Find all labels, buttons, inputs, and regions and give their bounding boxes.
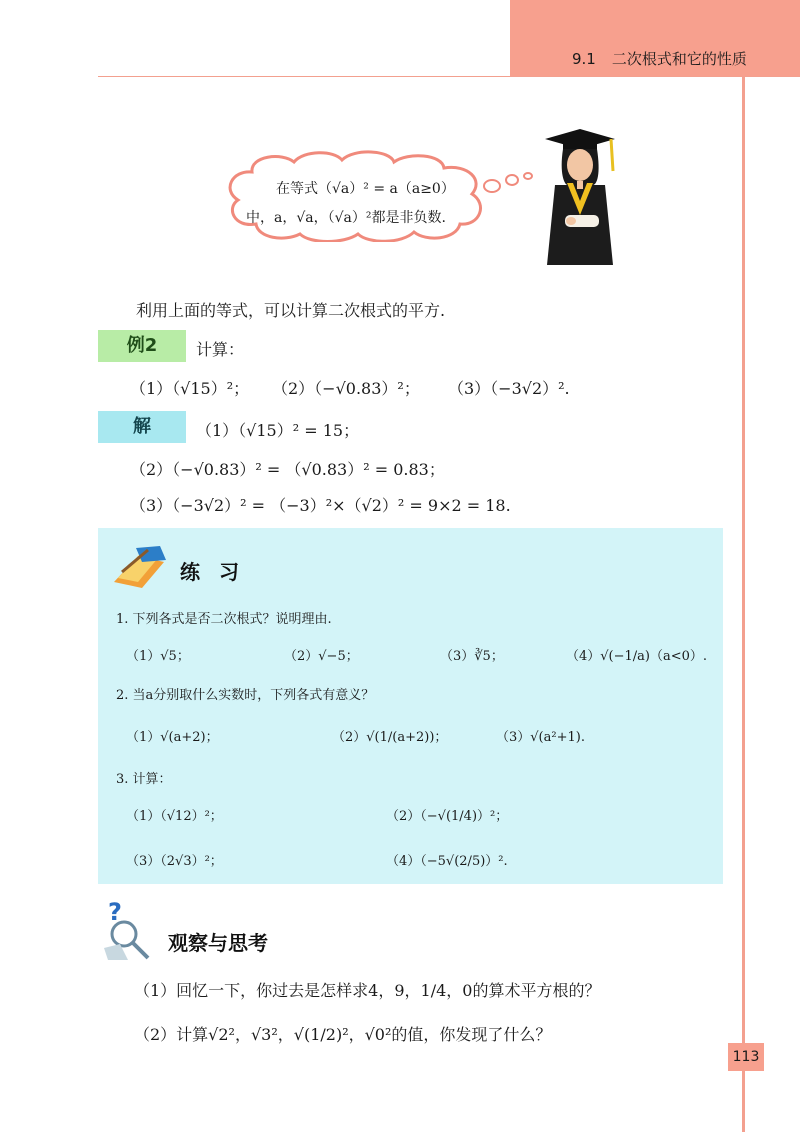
example-item-3: （3）（−3√2）². bbox=[448, 379, 570, 398]
practice-q2-item-2: （2）√(1/(a+2))； bbox=[332, 730, 448, 745]
practice-q3: 3. 计算： bbox=[116, 772, 172, 787]
practice-q3-item-4: （4）（−5√(2/5)）². bbox=[386, 854, 508, 869]
svg-text:?: ? bbox=[108, 898, 122, 926]
observe-title: 观察与思考 bbox=[168, 931, 268, 955]
solution-line-1: （1）（√15）² = 15； bbox=[196, 421, 360, 440]
practice-q2-item-1: （1）√(a+2)； bbox=[126, 730, 219, 745]
intro-text: 利用上面的等式，可以计算二次根式的平方. bbox=[136, 301, 446, 320]
solution-line-3: （3）（−3√2）² = （−3）²×（√2）² = 9×2 = 18. bbox=[130, 496, 511, 515]
practice-q2-item-3: （3）√(a²+1). bbox=[496, 730, 585, 745]
example-prompt: 计算： bbox=[196, 340, 245, 359]
page-number: 113 bbox=[728, 1043, 764, 1071]
practice-q3-item-3: （3）（2√3）²； bbox=[126, 854, 223, 869]
section-title bbox=[572, 48, 747, 69]
practice-q2: 2. 当a分别取什么实数时，下列各式有意义？ bbox=[116, 688, 375, 703]
side-rule bbox=[742, 76, 745, 1132]
observe-q2: （2）计算√2²，√3²，√(1/2)²，√0²的值，你发现了什么？ bbox=[134, 1025, 552, 1044]
example-item-1: （1）（√15）²； bbox=[130, 379, 250, 398]
practice-q1-item-1: （1）√5； bbox=[126, 649, 190, 664]
practice-q1: 1. 下列各式是否二次根式？说明理由. bbox=[116, 612, 332, 627]
thought-bubbles bbox=[480, 168, 540, 198]
practice-icon bbox=[108, 542, 170, 590]
example-item-2: （2）（−√0.83）²； bbox=[272, 379, 420, 398]
header-rule bbox=[98, 76, 800, 77]
practice-q1-item-4: （4）√(−1/a)（a<0）. bbox=[566, 649, 708, 664]
practice-title: 练 习 bbox=[180, 560, 245, 584]
cloud-line-2: 中，a，√a，（√a）²都是非负数. bbox=[246, 210, 446, 226]
observe-q1: （1）回忆一下，你过去是怎样求4，9，1/4，0的算术平方根的？ bbox=[134, 981, 601, 1000]
practice-q1-item-2: （2）√−5； bbox=[284, 649, 359, 664]
cloud-line-1: 在等式（√a）² = a（a≥0） bbox=[276, 181, 455, 197]
practice-q3-item-2: （2）（−√(1/4)）²； bbox=[386, 809, 509, 824]
practice-q3-item-1: （1）（√12）²； bbox=[126, 809, 223, 824]
solution-line-2: （2）（−√0.83）² = （√0.83）² = 0.83； bbox=[130, 460, 445, 479]
graduate-illustration bbox=[535, 125, 625, 265]
section-name: 二次根式和它的性质 bbox=[611, 50, 747, 68]
observe-icon bbox=[98, 898, 160, 964]
solution-tag: 解 bbox=[98, 411, 186, 443]
practice-q1-item-3: （3）∛5； bbox=[440, 649, 504, 664]
section-number: 9.1 bbox=[572, 50, 596, 68]
example-tag: 例2 bbox=[98, 330, 186, 362]
